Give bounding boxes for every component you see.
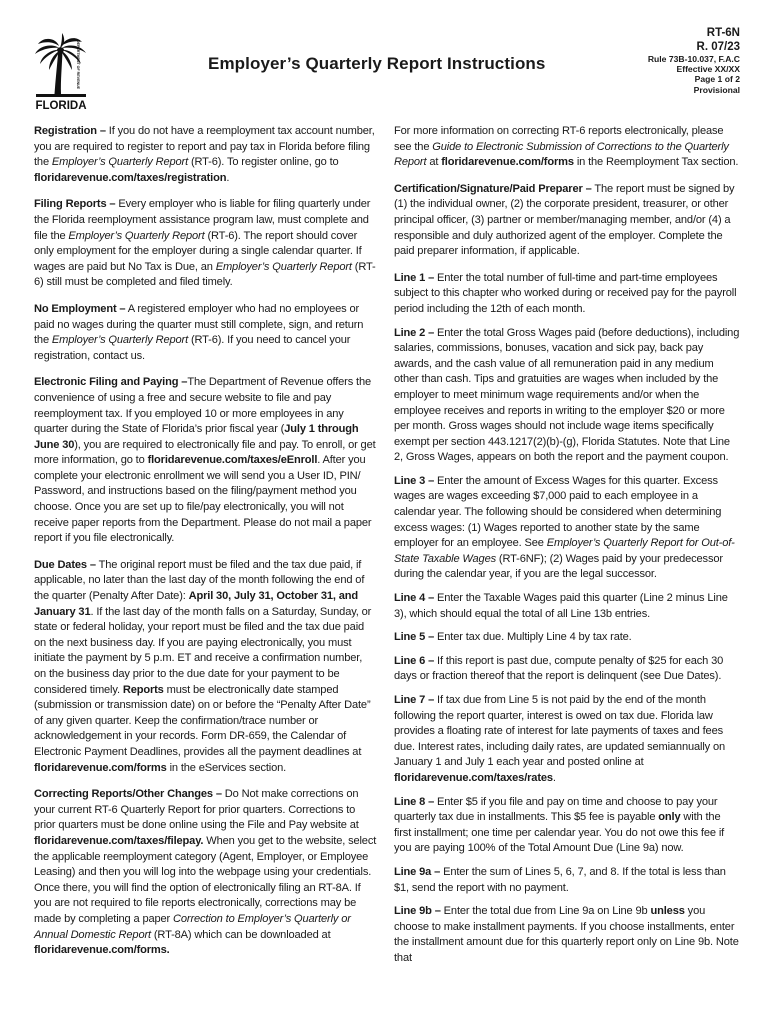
line-9b-section: Line 9b – Enter the total due from Line 9a on Line 9b unless you choose to make installment payments. If you choose installments, enter the installment amount due for this quarterly report only on Line 9b. Note that (394, 905, 739, 964)
rates-link[interactable]: floridarevenue.com/taxes/rates (394, 771, 553, 784)
line-3-section: Line 3 – Enter the amount of Excess Wages for this quarter. Excess wages are wages exceeding $7,000 paid to each employee in a calendar year. The following should be considered when determining excess wages: (1) Wages reported to another state by the same employer for an employee. See Employer’s Quarterly Report for Out-of-State Taxable Wages (RT-6NF); (2) Wages paid by your predecessor during the calendar year, if you are the legal successor. (394, 474, 735, 581)
registration-link[interactable]: floridarevenue.com/taxes/registration (34, 171, 227, 184)
electronic-filing-section: Electronic Filing and Paying –The Department of Revenue offers the convenience of using a free and secure website to file and pay reemployment tax. If you employed 10 or more employees in any quarter during the State of Florida’s prior fiscal year (July 1 through June 30), you are required to electronically file and pay. To enroll, or get more information, go to floridarevenue.com/taxes/eEnroll. After you complete your electronic enrollment we will send you a User ID, PIN/ Password, and instructions based on the filing/payment method you choose. Once you are set up to file/pay electronically, you will not receive paper reports from the Department. Please do not mail a paper report if you file electronically. (34, 376, 376, 545)
form-status: Provisional (693, 84, 740, 95)
line-9a-section: Line 9a – Enter the sum of Lines 5, 6, 7, and 8. If the total is less than $1, send the report with no payment. (394, 865, 726, 894)
forms-download-link[interactable]: floridarevenue.com/forms. (34, 944, 170, 957)
certification-section: Certification/Signature/Paid Preparer – The report must be signed by (1) the individual owner, (2) the corporate president, treasurer, or other principal officer, (3) partner or member/managing member, and/or (4) a responsible and duly authorized agent of the employer. Complete the paid preparer information, if applicable. (394, 182, 735, 258)
form-number: RT-6N (706, 27, 740, 39)
form-revision: R. 07/23 (696, 40, 740, 53)
form-effective: Effective XX/XX (676, 64, 740, 75)
forms-link[interactable]: floridarevenue.com/forms (34, 761, 167, 774)
more-info-section: For more information on correcting RT-6 reports electronically, please see the Guide to Electronic Submission of Corrections to the Quarterly Report at floridarevenue.com/forms in the Reemployment Tax section. (394, 125, 739, 169)
line-8-section: Line 8 – Enter $5 if you file and pay on time and choose to pay your quarterly tax due in installments. This $5 fee is payable only with the first installment; one time per calendar year. You do not owe this fee if you are paying 100% of the Total Amount Due (Line 9a) now. (394, 795, 725, 855)
correcting-reports-section: Correcting Reports/Other Changes – Do Not make corrections on your current RT-6 Quarterly Report for prior quarters. Corrections to prior quarters must be done online using the File and Pay website at floridarevenue.com/taxes/filepay. When you get to the website, select the applicable reemployment category (Agent, Employer, or Employee Leasing) and then you will log into the webpage using your credentials. Once there, you will find the option of electronically filing an RT-8A. If you are not required to file reports electronically, corrections may be made by completing a paper Correction to Employer’s Quarterly or Annual Domestic Report (RT-8A) which can be downloaded at floridarevenue.com/forms. (34, 788, 377, 957)
due-dates-section: Due Dates – The original report must be filed and the tax due paid, if applicable, no later than the last day of the month following the end of the quarter (Penalty After Date): April 30, July 31, October 31, and January 31. If the last day of the month falls on a Saturday, Sunday, or state or federal holiday, your report must be filed and the tax due paid on the next business day. If you are paying electronically, you must initiate the payment by 5 p.m. ET and receive a confirmation number, on the business day prior to the due date for your payment to be considered timely. Reports must be electronically date stamped (submission or transmission date) on or before the “Penalty After Date” of any given quarter. Keep the confirmation/trace number or acknowledgement in your records. Form DR-659, the Calendar of Electronic Payment Deadlines, provides all the payment deadlines at floridarevenue.com/forms in the eServices section. (34, 558, 372, 774)
form-id-block (648, 27, 740, 95)
line-4-section: Line 4 – Enter the Taxable Wages paid this quarter (Line 2 minus Line 3), which should equal the total of all Line 13b entries. (394, 592, 728, 620)
filing-reports-section: Filing Reports – Every employer who is liable for filing quarterly under the Florida reemployment assistance program law, must complete and file the Employer’s Quarterly Report (RT-6). The report should cover only employment for the employer during a single calendar quarter. If wages are paid but No Tax is Due, an Employer’s Quarterly Report (RT-6) still must be completed and filed timely. (34, 198, 376, 289)
form-rule: Rule 73B-10.037, F.A.C (647, 54, 740, 65)
filepay-link[interactable]: floridarevenue.com/taxes/filepay. (34, 834, 204, 847)
forms-link-right[interactable]: floridarevenue.com/forms (441, 156, 574, 169)
page-title: Employer’s Quarterly Report Instructions (208, 54, 546, 73)
no-employment-section: No Employment – A registered employer who had no employees or paid no wages during the quarter must still complete, sign, and return the Employer’s Quarterly Report (RT-6). If you need to cancel your registration, contact us. (34, 302, 364, 362)
line-6-section: Line 6 – If this report is past due, compute penalty of $25 for each 30 days or fraction thereof that the report is delinquent (see Due Dates). (394, 654, 724, 683)
line-7-section: Line 7 – If tax due from Line 5 is not paid by the end of the month following the report quarter, interest is owed on tax due. Florida law provides a floating rate of interest for late payments of taxes and fees due. Interest rates, including daily rates, are updated semiannually on January 1 and July 1 each year and posted online at floridarevenue.com/taxes/rates. (394, 694, 725, 784)
left-column (34, 124, 377, 959)
page-number: Page 1 of 2 (694, 74, 740, 85)
florida-dor-logo (32, 30, 90, 114)
line-5-section: Line 5 – Enter tax due. Multiply Line 4 by tax rate. (394, 631, 632, 644)
logo-dept-text: DEPARTMENT OF REVENUE (76, 40, 80, 90)
line-2-section: Line 2 – Enter the total Gross Wages paid (before deductions), including salaries, commissions, bonuses, vacation and sick pay, back pay awards, and the cash value of all remuneration paid in any medium other than cash. Tips and gratuities are wages when included by the employer to meet minimum wage requirements and/or when the employee receives and reports in writing to the employer $20 or more per month. Gross wages should not include wage items specifically exempt per section 443.1217(2)(b)-(g), Florida Statutes. Note that Line 2, Gross Wages, appears on both the report and the payment coupon. (394, 326, 740, 464)
right-column (394, 124, 740, 967)
registration-section: Registration – If you do not have a reemployment tax account number, you are required to register to report and pay tax in Florida before filing the Employer’s Quarterly Report (RT-6). To register online, go to floridarevenue.com/taxes/registration. (34, 125, 375, 184)
line-1-section: Line 1 – Enter the total number of full-time and part-time employees subject to this chapter who worked during or received pay for the payroll period including the 12th of each month. (394, 271, 737, 315)
eenroll-link[interactable]: floridarevenue.com/taxes/eEnroll (147, 454, 318, 467)
logo-florida-text: FLORIDA (35, 100, 87, 112)
